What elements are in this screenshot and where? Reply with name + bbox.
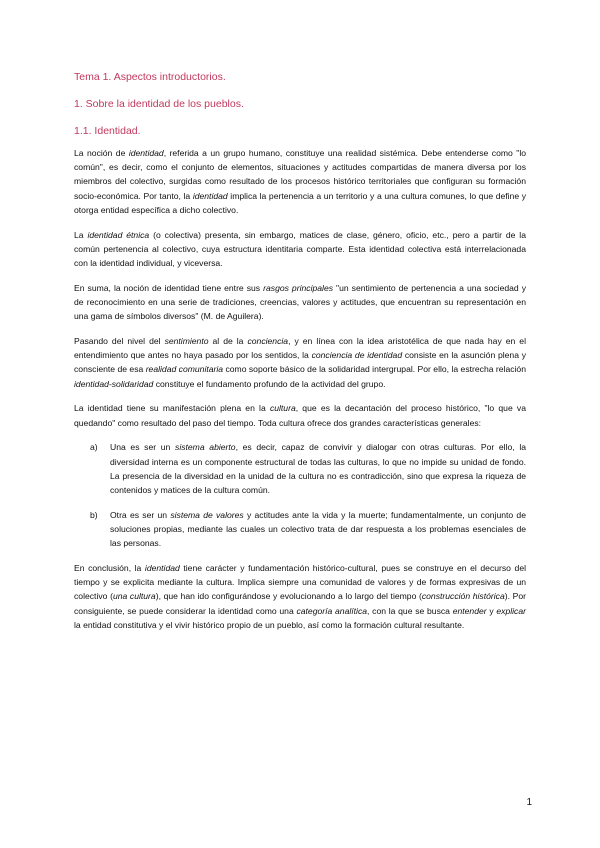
paragraph-1 (74, 146, 526, 217)
text: En suma, la noción de identidad tiene entre sus (74, 282, 264, 293)
paragraph-6 (74, 561, 526, 632)
paragraph-5 (74, 401, 526, 429)
characteristics-list (74, 440, 526, 550)
emphasis: entender (452, 605, 487, 616)
emphasis: categoría analítica (296, 605, 368, 616)
subsection-title: 1.1. Identidad. (74, 125, 141, 137)
text: (o colectiva) presenta, sin embargo, matices de clase, género, oficio, etc., pero a partir de la común pertenencia al colectivo, cuya estructura identitaria comparte. Esta identidad colectiva está interrelacionada con la identidad individual, y viceversa. (74, 229, 527, 269)
text: , con la que se busca (367, 605, 453, 616)
emphasis: sistema de valores (170, 509, 244, 520)
emphasis: una cultura (112, 591, 156, 602)
text: al de la (208, 336, 248, 347)
text: implica la pertenencia a un territorio y a una cultura comunes, lo que define y otorga entidad específica a dicho colectivo. (74, 190, 527, 215)
text: , y en línea con la idea aristotélica de que nada hay en el entendimiento que antes no haya pasado por los sentidos, la (74, 336, 526, 361)
emphasis: identidad (128, 148, 164, 158)
text: tiene carácter y fundamentación histórico-cultural, pues se construye en el decurso del tiempo y se explicita mediante la cultura. Implica siempre una comunidad de valores y de formas expresivas de un colectivo ( (74, 563, 527, 602)
emphasis: conciencia de identidad (311, 350, 403, 361)
emphasis: construcción histórica (421, 591, 505, 602)
text: como soporte básico de la solidaridad intergrupal. Por ello, la estrecha relación (223, 364, 526, 375)
text: ). Por consiguiente, se puede considerar la identidad como una (74, 591, 526, 616)
text: La (74, 229, 88, 240)
body-text (74, 146, 526, 643)
text: Una es ser un (110, 442, 176, 453)
emphasis: rasgos principales (263, 282, 334, 293)
text: Pasando del nivel del (74, 336, 165, 347)
page-number: 1 (526, 797, 532, 808)
list-item (74, 508, 526, 551)
text: y actitudes ante la vida y la muerte; fundamentalmente, un conjunto de soluciones propias, mediante las cuales un colectivo trata de dar respuesta a los problemas esenciales de las personas. (110, 509, 526, 549)
section-title: 1. Sobre la identidad de los pueblos. (74, 98, 244, 110)
text: , que es la decantación del proceso histórico, "lo que va quedando" como resultado del paso del tiempo. Toda cultura ofrece dos grandes características generales: (74, 403, 526, 428)
text: La identidad tiene su manifestación plena en la (74, 403, 270, 414)
emphasis: identidad (192, 190, 228, 201)
emphasis: cultura (269, 403, 296, 414)
emphasis: identidad-solidaridad (74, 378, 154, 389)
emphasis: identidad (144, 563, 180, 574)
emphasis: conciencia (247, 336, 289, 347)
emphasis: sistema abierto (175, 442, 236, 453)
emphasis: identidad étnica (87, 229, 150, 240)
list-item (74, 440, 526, 497)
text: "un sentimiento de pertenencia a una sociedad y de reconocimiento en una serie de tradiciones, creencias, valores y actitudes, que encuentran su representación en una gama de símbolos diversos" (M. de Aguilera). (74, 282, 527, 322)
text: , referida a un grupo humano, constituye una realidad sistémica. Debe entenderse como "lo común", es decir, como el conjunto de elementos, situaciones y actitudes compartidas de manera diversa por los miembros del colectivo, surgidas como resultado de los procesos histórico territoriales que configuran su formación socio-económica. Por tanto, la (74, 148, 527, 201)
text: La noción de (74, 148, 129, 158)
text: En conclusión, la (74, 563, 145, 574)
text: Otra es ser un (110, 509, 171, 520)
text: , es decir, capaz de convivir y dialogar con otras culturas. Por ello, la diversidad interna es un componente estructural de todas las culturas, lo que no impide su unidad de fondo. La presencia de la diversidad en la unidad de la cultura no es contradicción, sino que expresa la riqueza de contenidos y matices de la cultura común. (110, 442, 527, 496)
emphasis: explicar (496, 605, 526, 616)
paragraph-2 (74, 228, 526, 271)
text: constituye el fundamento profundo de la actividad del grupo. (153, 378, 386, 389)
list-marker: a) (90, 442, 98, 453)
paragraph-3 (74, 281, 526, 324)
text: ), que han ido configurándose y evolucionando a lo largo del tiempo ( (155, 591, 422, 602)
chapter-title: Tema 1. Aspectos introductorios. (74, 71, 226, 83)
list-marker: b) (90, 509, 98, 520)
emphasis: realidad comunitaria (145, 364, 224, 375)
text: y (486, 605, 497, 616)
text: consiste en la asunción plena y consciente de esa (74, 350, 527, 375)
text: la entidad constitutiva y el vivir histórico propio de un pueblo, así como la formación cultural resultante. (74, 619, 465, 630)
paragraph-4 (74, 334, 526, 391)
emphasis: sentimiento (164, 336, 209, 347)
